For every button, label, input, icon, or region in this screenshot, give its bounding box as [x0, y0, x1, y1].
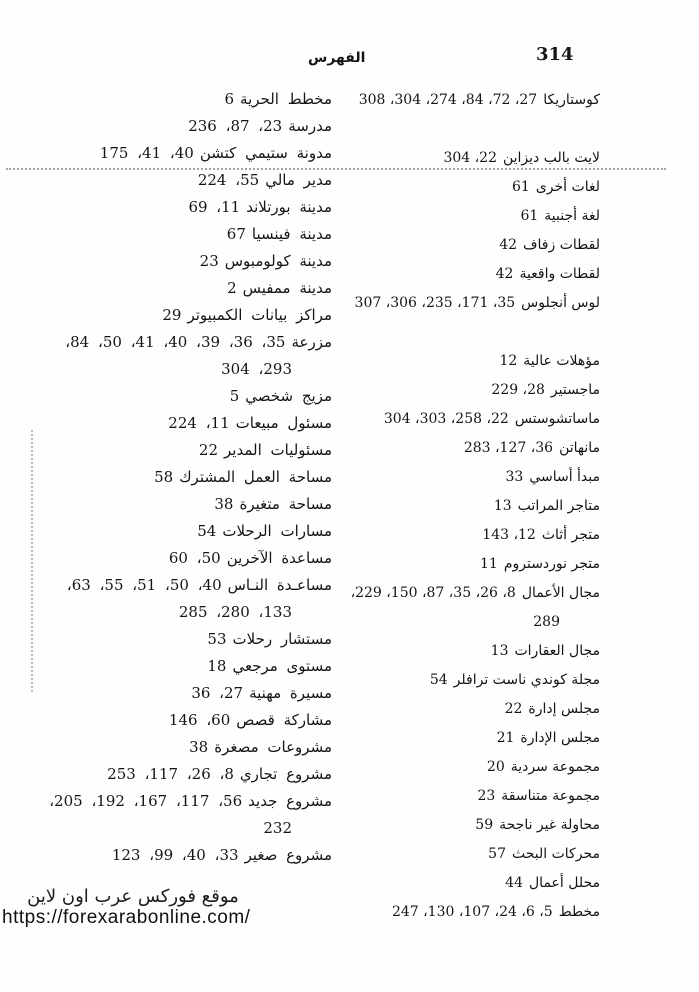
index-entry	[340, 144, 600, 173]
entry-page-numbers: 22	[198, 441, 219, 459]
entry-term: مبدأ أساسي	[529, 469, 600, 485]
index-entry	[2, 194, 332, 221]
entry-term: لايت بالب ديزاين	[502, 150, 600, 166]
entry-term: محاولة غير ناجحة	[499, 817, 600, 833]
entry-page-numbers: 23	[477, 788, 496, 804]
index-entry	[340, 289, 600, 318]
entry-page-numbers: 42	[495, 266, 514, 282]
entry-page-numbers: 36، 127، 283	[463, 440, 554, 456]
entry-page-numbers: 40، 41، 175	[99, 144, 194, 162]
entry-term: مجال العقارات	[514, 643, 600, 659]
entry-term: متجر أثاث	[541, 527, 600, 543]
index-entry	[340, 550, 600, 579]
index-entry	[2, 221, 332, 248]
index-entry	[2, 680, 332, 707]
entry-page-numbers: 5	[229, 387, 240, 405]
entry-page-numbers: 56، 117، 167، 192، 205،	[49, 792, 243, 810]
index-entry	[340, 434, 600, 463]
index-entry	[340, 782, 600, 811]
index-entry	[2, 329, 332, 383]
entry-term: مستوى مرجعي	[232, 657, 332, 675]
entry-page-numbers: 22	[504, 701, 523, 717]
entry-term: مشروع تجاري	[239, 765, 332, 783]
entry-page-numbers: 27، 72، 84، 274، 304، 308	[358, 92, 538, 108]
index-entry	[2, 383, 332, 410]
index-entry	[340, 840, 600, 869]
index-entry	[340, 724, 600, 753]
entry-term: مدير مالي	[265, 171, 332, 189]
entry-page-numbers: 22، 304	[443, 150, 497, 166]
entry-page-numbers: 12	[499, 353, 518, 369]
index-entry	[2, 167, 332, 194]
index-entry	[2, 140, 332, 167]
entry-term: مسارات الرحلات	[222, 522, 332, 540]
entry-term: مسئوليات المدير	[224, 441, 332, 459]
entry-term: لقطات زفاف	[523, 237, 600, 253]
watermark	[2, 886, 264, 929]
entry-term: محركات البحث	[512, 846, 600, 862]
entry-term: ماجستير	[550, 382, 600, 398]
watermark-url: https://forexarabonline.com/	[2, 907, 251, 928]
index-entry	[340, 231, 600, 260]
entry-page-numbers: 38	[214, 495, 234, 513]
index-entry	[340, 811, 600, 840]
entry-term: مانهاتن	[559, 440, 600, 456]
entry-term: كوستاريكا	[543, 92, 600, 108]
entry-term: مساعدة الآخرين	[226, 549, 332, 567]
index-entry	[2, 410, 332, 437]
page-number: 314	[536, 44, 574, 65]
entry-term: مؤهلات عالية	[523, 353, 600, 369]
entry-page-numbers: 13	[493, 498, 512, 514]
entry-page-numbers: 35، 171، 235، 306، 307	[354, 295, 516, 311]
index-entry	[340, 869, 600, 898]
index-entry	[340, 202, 600, 231]
entry-page-numbers: 23	[199, 252, 219, 270]
entry-page-numbers: 22، 258، 303، 304	[383, 411, 509, 427]
entry-term: مشروع جديد	[248, 792, 332, 810]
entry-page-numbers: 8، 26، 117، 253	[107, 765, 234, 783]
index-entry	[2, 491, 332, 518]
entry-page-numbers: 18	[207, 657, 227, 675]
entry-term: مخطط	[558, 904, 600, 920]
index-entry	[2, 653, 332, 680]
index-entry	[340, 86, 600, 115]
entry-page-numbers: 33	[505, 469, 524, 485]
entry-page-numbers-continuation: 232	[263, 819, 292, 837]
entry-term: مسئول مبيعات	[235, 414, 332, 432]
index-entry	[2, 626, 332, 653]
entry-page-numbers: 20	[486, 759, 505, 775]
entry-page-numbers: 6	[224, 90, 235, 108]
entry-term: لوس أنجلوس	[521, 295, 600, 311]
entry-page-numbers: 11، 69	[188, 198, 241, 216]
entry-page-numbers-continuation: 133، 280، 285	[178, 603, 292, 621]
index-entry	[340, 173, 600, 202]
entry-page-numbers: 50، 60	[168, 549, 221, 567]
index-entry	[340, 521, 600, 550]
index-entry	[340, 347, 600, 376]
index-entry	[2, 248, 332, 275]
entry-term: متجر نوردستروم	[503, 556, 600, 572]
entry-term: ماساتشوستس	[514, 411, 600, 427]
entry-page-numbers: 60، 146	[168, 711, 231, 729]
index-entry	[2, 572, 332, 626]
index-entry	[340, 753, 600, 782]
entry-page-numbers: 67	[226, 225, 246, 243]
index-entry	[340, 579, 600, 637]
entry-term: مزرعة	[291, 333, 332, 351]
index-entry	[340, 405, 600, 434]
entry-page-numbers: 35، 36، 39، 40، 41، 50، 84،	[65, 333, 286, 351]
entry-page-numbers: 11	[480, 556, 498, 572]
entry-page-numbers: 2	[227, 279, 237, 297]
index-entry	[2, 464, 332, 491]
index-entry	[340, 666, 600, 695]
index-entry	[340, 492, 600, 521]
entry-term: مجموعة متناسقة	[501, 788, 600, 804]
index-entry	[340, 463, 600, 492]
entry-page-numbers: 23، 87، 236	[188, 117, 283, 135]
entry-term: مدونة ستيمي كتشن	[199, 144, 332, 162]
index-entry	[2, 545, 332, 572]
index-entry	[2, 302, 332, 329]
index-entry	[340, 376, 600, 405]
index-column-left	[2, 86, 332, 869]
index-column-right	[340, 86, 600, 927]
entry-term: مخطط الحرية	[240, 90, 332, 108]
entry-term: مراكز بيانات الكمبيوتر	[187, 306, 332, 324]
page-title: الفهرس	[308, 50, 366, 66]
entry-term: مدينة كولومبوس	[224, 252, 332, 270]
entry-term: لقطات واقعية	[519, 266, 600, 282]
entry-page-numbers: 12، 143	[482, 527, 536, 543]
index-entry	[340, 898, 600, 927]
entry-term: مسيرة مهنية	[249, 684, 332, 702]
entry-term: مساعـدة النـاس	[227, 576, 332, 594]
entry-term: مدينة فينسيا	[251, 225, 332, 243]
entry-page-numbers: 11، 224	[168, 414, 230, 432]
watermark-site-name: موقع فوركس عرب اون لاين	[27, 886, 239, 907]
entry-page-numbers: 21	[496, 730, 515, 746]
entry-page-numbers: 54	[429, 672, 448, 688]
entry-page-numbers: 44	[505, 875, 523, 891]
entry-term: مساحة متغيرة	[239, 495, 332, 513]
entry-page-numbers: 61	[520, 208, 539, 224]
entry-page-numbers: 13	[490, 643, 509, 659]
index-entry	[2, 518, 332, 545]
entry-term: لغة أجنبية	[544, 208, 600, 224]
entry-page-numbers: 40، 50، 51، 55، 63،	[66, 576, 222, 594]
entry-page-numbers: 42	[499, 237, 518, 253]
index-entry	[340, 318, 600, 347]
index-entry	[2, 788, 332, 842]
index-entry	[340, 260, 600, 289]
entry-term: مجلس الإدارة	[520, 730, 600, 746]
entry-page-numbers: 29	[162, 306, 182, 324]
entry-page-numbers: 55، 224	[197, 171, 260, 189]
entry-page-numbers: 28، 229	[491, 382, 545, 398]
entry-page-numbers: 8، 26، 35، 87، 150، 229،	[350, 585, 516, 601]
entry-page-numbers: 54	[197, 522, 217, 540]
index-entry	[2, 275, 332, 302]
entry-term: متاجر المراتب	[517, 498, 600, 514]
entry-term: مجال الأعمال	[521, 585, 600, 601]
entry-term: مدرسة	[288, 117, 332, 135]
index-entry	[340, 695, 600, 724]
entry-term: مزيج شخصي	[245, 387, 332, 405]
entry-page-numbers: 53	[207, 630, 227, 648]
entry-page-numbers: 61	[512, 179, 530, 195]
index-entry	[2, 842, 332, 869]
entry-page-numbers: 5، 6، 24، 107، 130، 247	[391, 904, 553, 920]
entry-term: محلل أعمال	[529, 875, 600, 891]
index-entry	[2, 734, 332, 761]
entry-term: مدينة بورتلاند	[246, 198, 332, 216]
entry-term: مشاركة قصص	[236, 711, 332, 729]
entry-term: مشروع صغير	[244, 846, 332, 864]
index-entry	[2, 437, 332, 464]
entry-page-numbers: 59	[475, 817, 494, 833]
entry-page-numbers: 57	[488, 846, 506, 862]
entry-term: مشروعات مصغرة	[214, 738, 332, 756]
entry-term: مدينة ممفيس	[242, 279, 332, 297]
entry-term: مجلس إدارة	[528, 701, 600, 717]
entry-page-numbers: 38	[189, 738, 209, 756]
index-entry	[340, 637, 600, 666]
index-entry	[2, 113, 332, 140]
index-entry	[340, 115, 600, 144]
entry-term: مجلة كوندي ناست ترافلر	[453, 672, 600, 688]
entry-page-numbers: 27، 36	[191, 684, 244, 702]
entry-page-numbers-continuation: 293، 304	[221, 360, 292, 378]
index-entry	[2, 86, 332, 113]
index-entry	[2, 707, 332, 734]
entry-page-numbers: 58	[154, 468, 174, 486]
entry-term: مساحة العمل المشترك	[179, 468, 332, 486]
entry-term: لغات أخرى	[535, 179, 600, 195]
index-entry	[2, 761, 332, 788]
entry-term: مجموعة سردية	[510, 759, 600, 775]
entry-page-numbers: 33، 40، 99، 123	[111, 846, 239, 864]
entry-term: مستشار رحلات	[232, 630, 332, 648]
entry-page-numbers-continuation: 289	[533, 614, 560, 630]
